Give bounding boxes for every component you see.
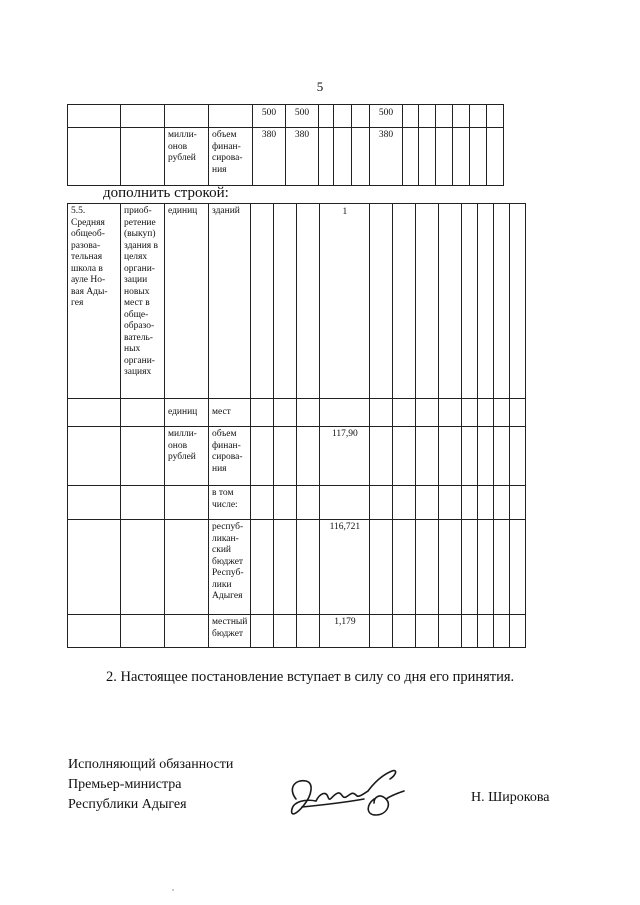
- table-row: [68, 105, 504, 128]
- cell-code: 5.5. Средняя общеоб- разова- тельная школа в ауле Но- вая Ады- гея: [68, 204, 121, 399]
- cell-value: 380: [253, 128, 286, 186]
- table-row: [68, 128, 504, 186]
- cell-unit: [165, 520, 209, 615]
- cell-value: 500: [253, 105, 286, 128]
- cell-value: [320, 399, 370, 427]
- table-row: [68, 615, 526, 648]
- add-row-heading: дополнить строкой:: [103, 185, 229, 201]
- table-row: [68, 486, 526, 520]
- cell-value: 380: [286, 128, 319, 186]
- cell-value: 1,179: [320, 615, 370, 648]
- signer-title-line: Исполняющий обязанности: [68, 757, 234, 772]
- cell-value: [320, 486, 370, 520]
- page-number: 5: [316, 79, 324, 94]
- cell-indicator: объем финан- сирова- ния: [209, 427, 251, 486]
- cell-unit: милли- онов рублей: [165, 128, 209, 186]
- cell-value: 500: [286, 105, 319, 128]
- cell-indicator: респуб- ликан- ский бюджет Респуб- лики Адыгея: [209, 520, 251, 615]
- table-continuation: [67, 104, 504, 186]
- cell-action: приоб- ретение (выкуп) здания в целях органи- зации новых мест в обще- образо- ватель- ных органи- зациях: [121, 204, 165, 399]
- table-row: [68, 399, 526, 427]
- cell-indicator: в том числе:: [209, 486, 251, 520]
- signer-title-line: Премьер-министра: [68, 777, 182, 792]
- cell-indicator: объем финан- сирова- ния: [209, 128, 253, 186]
- cell-value: 116,721: [320, 520, 370, 615]
- signer-title-line: Республики Адыгея: [68, 797, 187, 812]
- cell-indicator: зданий: [209, 204, 251, 399]
- handwritten-signature: [282, 765, 407, 827]
- cell-unit: [165, 486, 209, 520]
- table-added-row: [67, 203, 526, 648]
- cell-value: 117,90: [320, 427, 370, 486]
- cell-unit: единиц: [165, 399, 209, 427]
- cell-unit: милли- онов рублей: [165, 427, 209, 486]
- cell-unit: [165, 615, 209, 648]
- cell-indicator: мест: [209, 399, 251, 427]
- table-row: [68, 520, 526, 615]
- signer-title: [68, 755, 233, 815]
- paragraph-effective-date: 2. Настоящее постановление вступает в силу со дня его принятия.: [106, 669, 515, 685]
- cell-value: 1: [320, 204, 370, 399]
- table-row: [68, 427, 526, 486]
- cell-indicator: местный бюджет: [209, 615, 251, 648]
- signer-name: Н. Широкова: [471, 790, 550, 805]
- scan-speck: [172, 889, 174, 891]
- cell-value: 380: [370, 128, 403, 186]
- cell-unit: единиц: [165, 204, 209, 399]
- cell-value: 500: [370, 105, 403, 128]
- table-row: [68, 204, 526, 399]
